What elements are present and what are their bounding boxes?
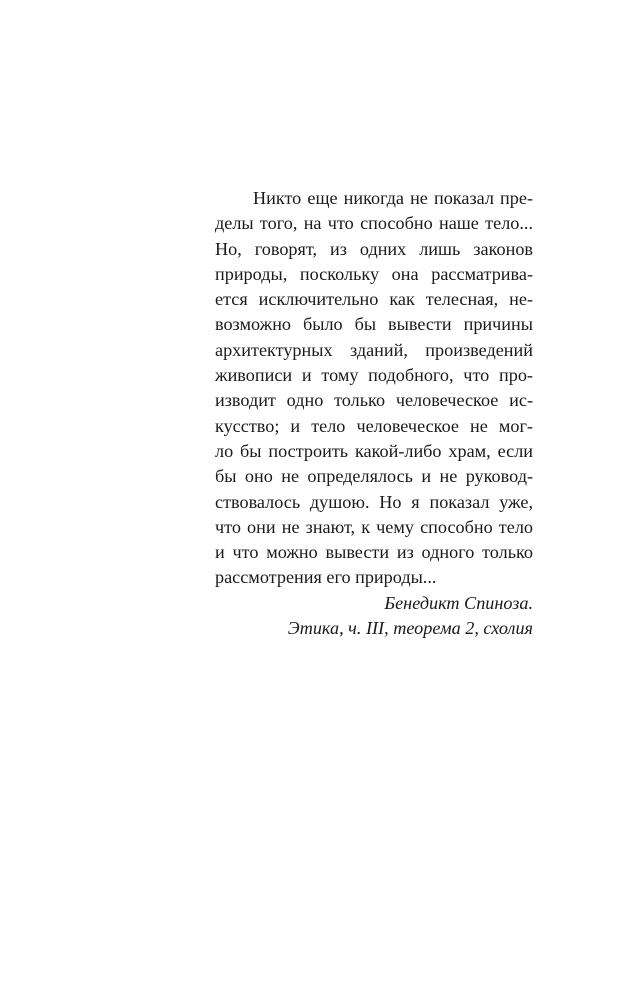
quote-line: рассмотрения его природы... xyxy=(215,567,437,588)
quote-line: Но, говорят, из одних лишь законов xyxy=(215,238,533,259)
quote-line: ется исключительно как телесная, не- xyxy=(215,289,533,310)
quote-line: делы того, на что способно наше тело... xyxy=(215,213,533,234)
quote-line: ствовалось душою. Но я показал уже, xyxy=(215,491,533,512)
quote-line: возможно было бы вывести причины xyxy=(215,314,533,335)
quote-line: кусство; и тело человеческое не мог- xyxy=(215,415,533,436)
epigraph-attribution xyxy=(215,591,533,642)
quote-line: природы, поскольку она рассматрива- xyxy=(215,263,533,284)
epigraph-quote xyxy=(215,186,533,591)
epigraph xyxy=(215,186,533,641)
quote-line: ло бы построить какой-либо храм, если xyxy=(215,440,533,461)
quote-line: что они не знают, к чему способно тело xyxy=(215,516,533,537)
quote-line: Никто еще никогда не показал пре- xyxy=(253,188,533,208)
quote-line: изводит одно только человеческое ис- xyxy=(215,390,533,411)
attribution-source: Этика, ч. III, теорема 2, схолия xyxy=(287,618,533,639)
quote-line: живописи и тому подобного, что про- xyxy=(215,365,533,386)
quote-line: и что можно вывести из одного только xyxy=(215,542,533,563)
attribution-author: Бенедикт Спиноза. xyxy=(384,592,533,613)
quote-line: архитектурных зданий, произведений xyxy=(215,339,533,360)
quote-line: бы оно не определялось и не руковод- xyxy=(215,466,533,487)
